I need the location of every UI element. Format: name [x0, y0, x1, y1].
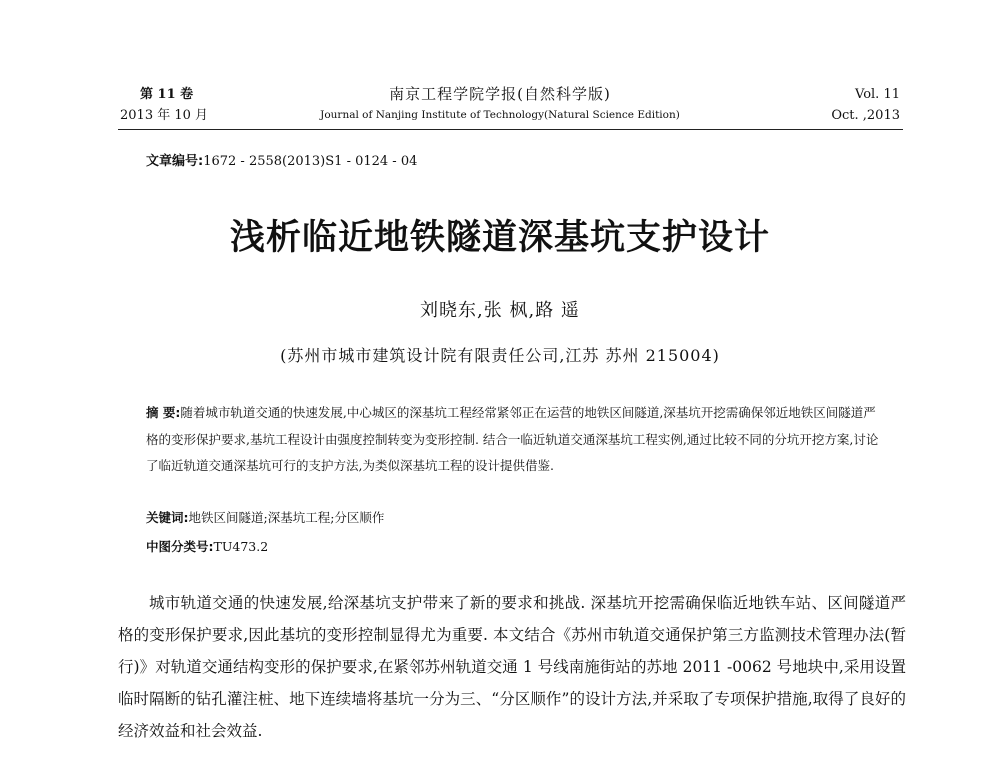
classification-value: TU473.2: [213, 539, 269, 554]
journal-title-cn: 南京工程学院学报(自然科学版): [389, 85, 611, 103]
keywords: [146, 508, 384, 526]
date-en: Oct. ,2013: [831, 108, 900, 123]
keywords-label: 关键词:: [146, 510, 189, 525]
volume-en: Vol. 11: [855, 87, 900, 102]
article-number-value: 1672 - 2558(2013)S1 - 0124 - 04: [203, 154, 418, 169]
volume-cn: 第 11 卷: [140, 87, 194, 102]
header-left: [120, 84, 208, 126]
header-right: [831, 84, 900, 126]
article-number-label: 文章编号:: [146, 154, 204, 169]
affiliation: (苏州市城市建筑设计院有限责任公司,江苏 苏州 215004): [280, 346, 720, 365]
keywords-value: 地铁区间隧道;深基坑工程;分区顺作: [188, 510, 385, 525]
body-paragraph: 城市轨道交通的快速发展,给深基坑支护带来了新的要求和挑战. 深基坑开挖需确保临近地铁车站、区间隧道严格的变形保护要求,因此基坑的变形控制显得尤为重要. 本文结合《苏州市轨道交通保护第三方监测技术管理办法(暂行)》对轨道交通结构变形的保护要求,在紧邻苏州轨道交通 1 号线南施街站的苏地 2011 -0062 号地块中,采用设置临时隔断的钻孔灌注桩、地下连续墙将基坑一分为三、“分区顺作”的设计方法,并采取了专项保护措施,取得了良好的经济效益和社会效益.: [118, 594, 906, 740]
abstract: [146, 400, 886, 480]
article-number: [146, 150, 417, 169]
date-cn: 2013 年 10 月: [120, 108, 209, 123]
classification: [146, 537, 268, 555]
paper-title: 浅析临近地铁隧道深基坑支护设计: [229, 218, 770, 258]
header-divider: [118, 129, 903, 130]
abstract-text: 随着城市轨道交通的快速发展,中心城区的深基坑工程经常紧邻正在运营的地铁区间隧道,深基坑开挖需确保邻近地铁区间隧道严格的变形保护要求,基坑工程设计由强度控制转变为变形控制. 结合一临近轨道交通深基坑工程实例,通过比较不同的分坑开挖方案,讨论了临近轨道交通深基坑可行的支护方法,为类似深基坑工程的设计提供借鉴.: [146, 405, 879, 473]
abstract-label: 摘 要:: [146, 405, 181, 420]
header-center: [300, 84, 700, 125]
journal-title-en: Journal of Nanjing Institute of Technology(Natural Science Edition): [320, 109, 680, 121]
authors: 刘晓东,张 枫,路 遥: [420, 300, 580, 321]
classification-label: 中图分类号:: [146, 539, 214, 554]
